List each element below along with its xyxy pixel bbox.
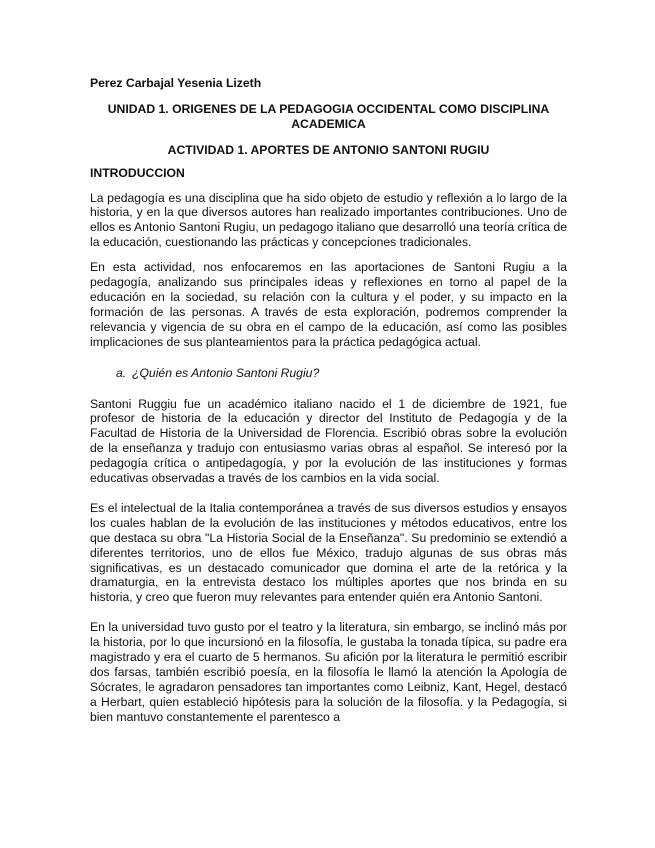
activity-title: ACTIVIDAD 1. APORTES DE ANTONIO SANTONI RUGIU: [167, 142, 490, 157]
body-paragraph-1: Santoni Ruggiu fue un académico italiano nacido el 1 de diciembre de 1921, fue profesor de historia de la educación y director del Instituto de Pedagogía y de la Facultad de Historia de la Universidad de Florencia. Escribió obras sobre la evolución de la enseñanza y tradujo con entusiasmo varias obras al español. Se interesó por la pedagogía crítica o antipedagogía, y por la evolución de las instituciones y formas educativas observadas a través de los cambios en la vida social.: [90, 396, 567, 486]
unit-title: UNIDAD 1. ORIGENES DE LA PEDAGOGIA OCCIDENTAL COMO DISCIPLINA ACADEMICA: [107, 101, 550, 131]
intro-paragraph-1: La pedagogía es una disciplina que ha sido objeto de estudio y reflexión a lo largo de la historia, y en la que diversos autores han realizado importantes contribuciones. Uno de ellos es Antonio Santoni Rugiu, un pedagogo italiano que desarrolló una teoría crítica de la educación, cuestionando las prácticas y concepciones tradicionales.: [90, 190, 567, 250]
intro-heading: INTRODUCCION: [90, 165, 185, 180]
body-paragraph-2: Es el intelectual de la Italia contemporánea a través de sus diversos estudios y ensayos los cuales hablan de la evolución de las instituciones y métodos educativos, entre los que destaca su obra "La Historia Social de la Enseñanza". Su predominio se extendió a diferentes territorios, uno de ellos fue México, tradujo algunas de sus obras más significativas, es un destacado comunicador que domina el arte de la retórica y la dramaturgia, en la entrevista destaco los múltiples aportes que nos brinda en su historia, y creo que fueron muy relevantes para entender quién era Antonio Santoni.: [90, 500, 567, 605]
question-text: ¿Quién es Antonio Santoni Rugiu?: [132, 365, 320, 380]
document-page: [90, 76, 567, 735]
body-paragraph-3: En la universidad tuvo gusto por el teatro y la literatura, sin embargo, se inclinó más por la historia, por lo que incursionó en la filosofía, le gustaba la tonada típica, su padre era magistrado y era el cuarto de 5 hermanos. Su afición por la literatura le permitió escribir dos farsas, también escribió poesía, en la filosofía le llamó la atención la Apología de Sócrates, le agradaron pensadores tan importantes como Leibniz, Kant, Hegel, destacó a Herbart, quien estableció hipótesis para la solución de la filosofía. y la Pedagogía, si bien mantuvo constantemente el parentesco a: [90, 620, 567, 724]
question-marker: a.: [116, 365, 127, 380]
author-name: Perez Carbajal Yesenia Lizeth: [90, 76, 262, 90]
intro-paragraph-2: En esta actividad, nos enfocaremos en las aportaciones de Santoni Rugiu a la pedagogía, analizando sus principales ideas y reflexiones en torno al papel de la educación en la sociedad, su relación con la cultura y el poder, y su impacto en la formación de las personas. A través de esta exploración, podremos comprender la relevancia y vigencia de su obra en el campo de la educación, así como las posibles implicaciones de sus planteamientos para la práctica pedagógica actual.: [90, 260, 567, 349]
question-item: [116, 366, 567, 381]
